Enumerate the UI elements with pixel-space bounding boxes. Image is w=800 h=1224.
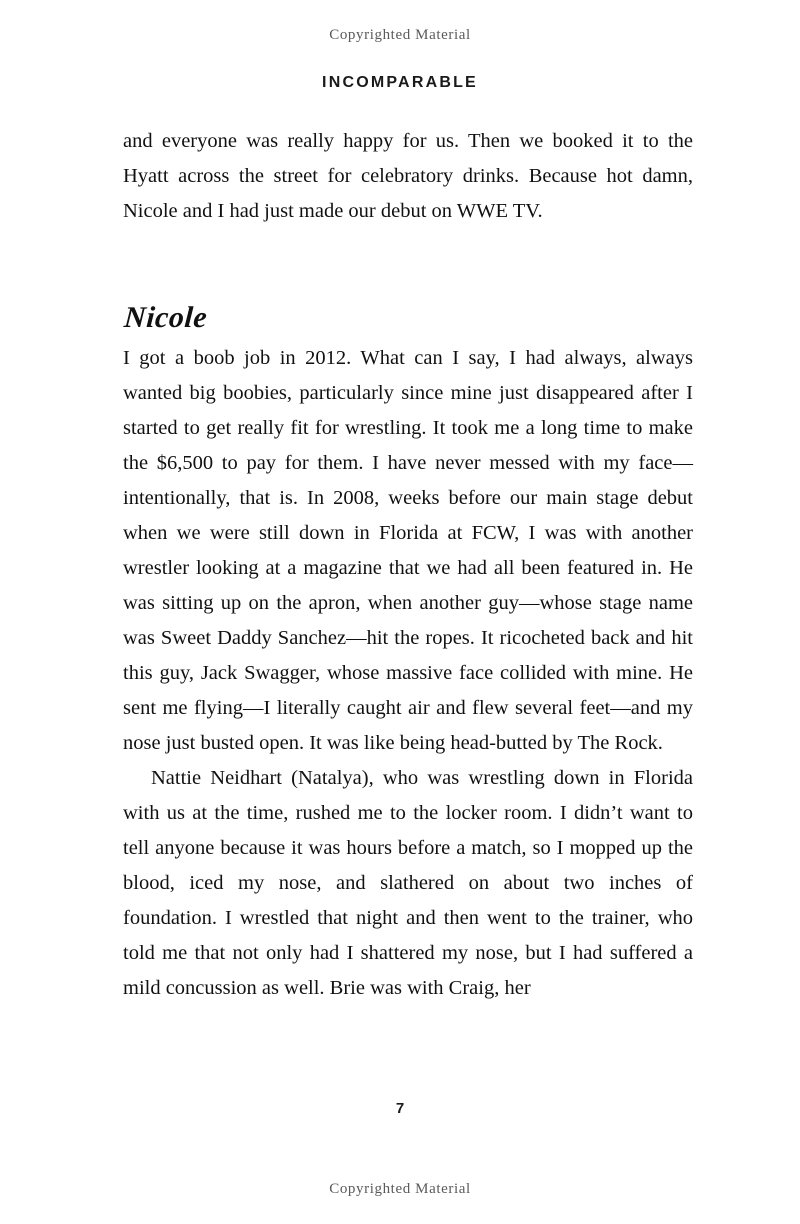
copyright-watermark-bottom: Copyrighted Material	[329, 1181, 471, 1197]
continued-paragraph: and everyone was really happy for us. Then we booked it to the Hyatt across the street for celebratory drinks. Because hot damn, Nicole and I had just made our debut on WWE TV.	[123, 130, 693, 222]
section-spacer	[123, 229, 693, 301]
paragraph-1: I got a boob job in 2012. What can I say, I had always, always wanted big boobies, particularly since mine just disappeared after I started to get really fit for wrestling. It took me a long time to make the $6,500 to pay for them. I have never messed with my face—intentionally, that is. In 2008, weeks before our main stage debut when we were still down in Florida at FCW, I was with another wrestler looking at a magazine that we had all been featured in. He was sitting up on the apron, when another guy—whose stage name was Sweet Daddy Sanchez—hit the ropes. It ricocheted back and hit this guy, Jack Swagger, whose massive face collided with mine. He sent me flying—I literally caught air and flew several feet—and my nose just busted open. It was like being head-butted by The Rock.	[123, 347, 693, 754]
section-heading-nicole: Nicole	[123, 301, 209, 334]
page-number: 7	[395, 1100, 405, 1117]
copyright-watermark-top: Copyrighted Material	[329, 27, 471, 43]
page-body	[123, 124, 693, 1006]
paragraph-2: Nattie Neidhart (Natalya), who was wrestling down in Florida with us at the time, rushed me to the locker room. I didn’t want to tell anyone because it was hours before a match, so I mopped up the blood, iced my nose, and slathered on about two inches of foundation. I wrestled that night and then went to the trainer, who told me that not only had I shattered my nose, but I had suffered a mild concussion as well. Brie was with Craig, her	[123, 767, 693, 999]
running-head-title: INCOMPARABLE	[322, 74, 478, 91]
